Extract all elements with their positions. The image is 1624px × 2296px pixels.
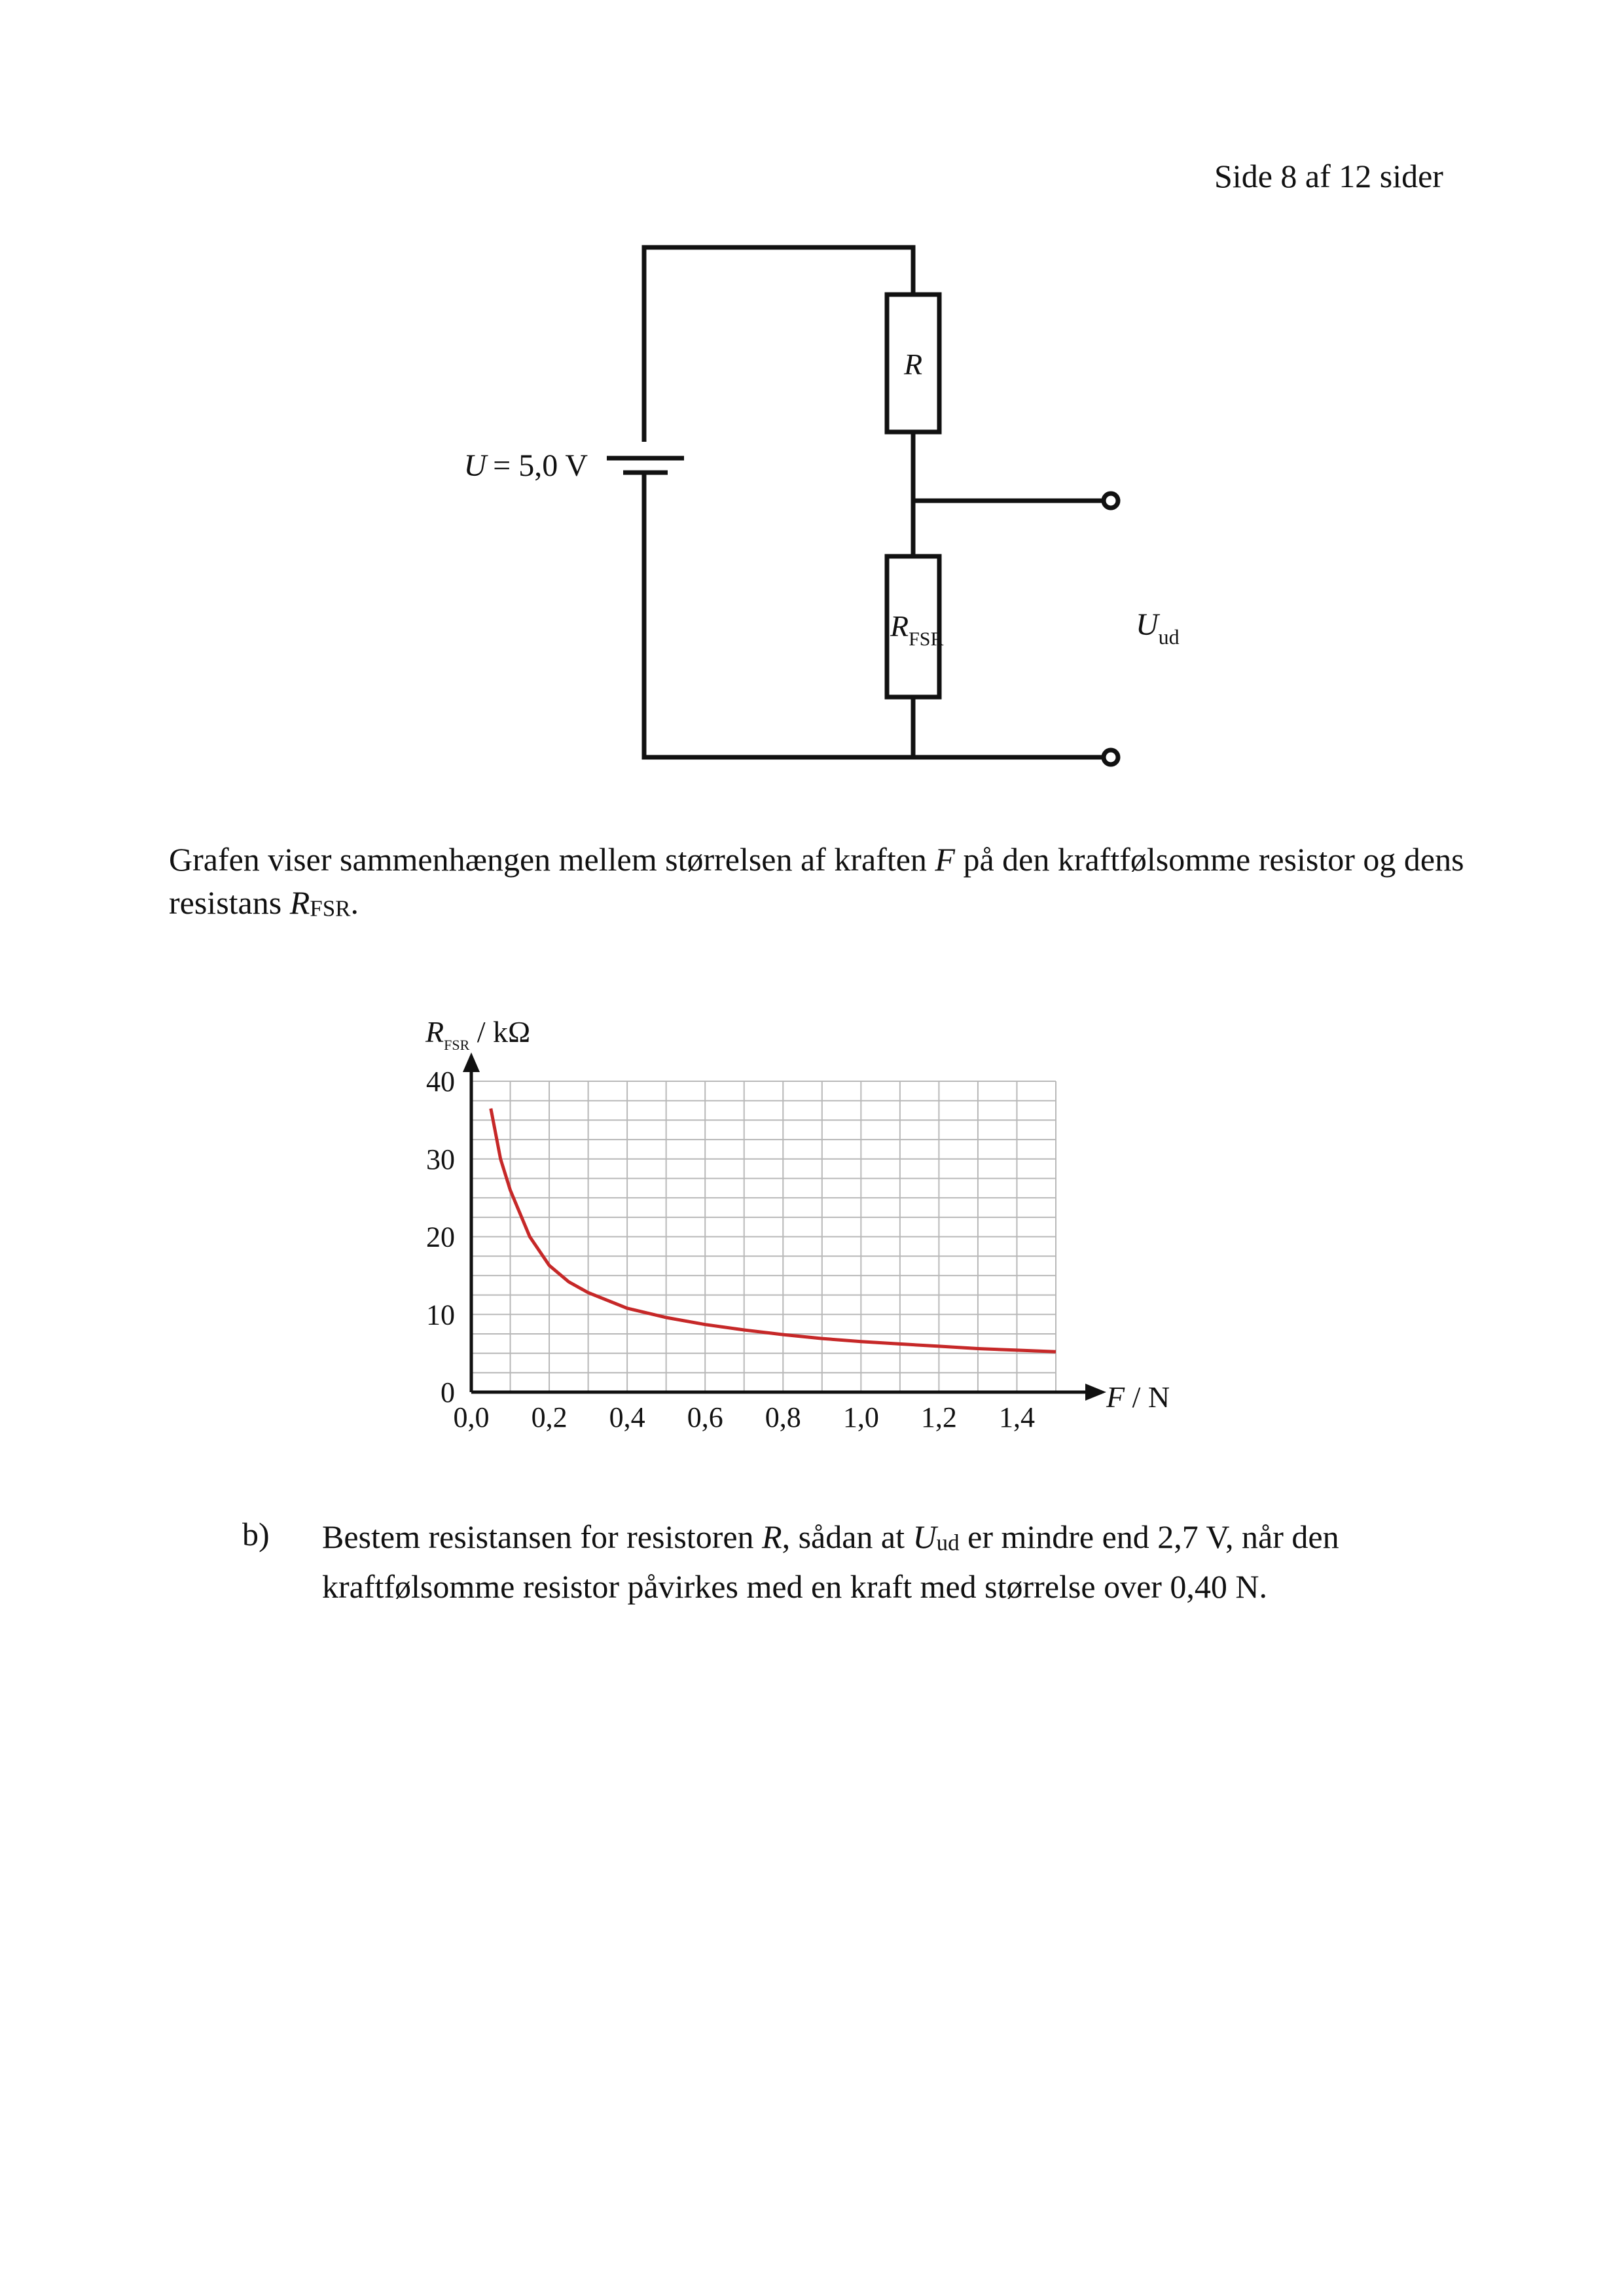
x-tick-label: 1,0	[842, 1401, 879, 1433]
resistor-r-label: R	[903, 348, 923, 381]
x-tick-label: 0,6	[687, 1401, 723, 1433]
x-tick-label: 0,4	[609, 1401, 645, 1433]
y-tick-label: 40	[426, 1066, 455, 1098]
output-voltage-label: $U_{ud}$	[1136, 607, 1180, 649]
wire-bottom	[644, 471, 913, 757]
resistor-fsr-label: $R_{FSR}$	[890, 609, 944, 650]
voltage-label: U = 5,0 V	[463, 448, 588, 483]
chart-grid	[471, 1081, 1056, 1392]
wire-top	[644, 247, 913, 442]
x-tick-label: 1,2	[920, 1401, 957, 1433]
resistance-force-chart	[393, 995, 1244, 1466]
y-tick-label: 0	[441, 1376, 455, 1408]
series-line-rfsr	[491, 1109, 1056, 1352]
terminal-top	[1104, 493, 1118, 508]
y-tick-label: 20	[426, 1221, 455, 1253]
y-tick-label: 10	[426, 1299, 455, 1331]
x-tick-label: 0,0	[453, 1401, 490, 1433]
y-axis-label: $R_{FSR}$ / kΩ	[425, 1015, 531, 1053]
intro-paragraph: Grafen viser sammenhængen mellem størrelsen af kraften F på den kraftfølsomme resistor og dens resistans RFSR.	[169, 841, 1464, 922]
x-axis-label: F / N	[1106, 1380, 1170, 1414]
question-text: Bestem resistansen for resistoren R, sådan at Uud er mindre end 2,7 V, når den kraftfølsomme resistor påvirkes med en kraft med størrelse over 0,40 N.	[322, 1518, 1339, 1605]
page-number: Side 8 af 12 sider	[1214, 158, 1443, 194]
circuit-diagram	[425, 229, 1244, 785]
x-tick-label: 0,2	[531, 1401, 568, 1433]
question-label: b)	[242, 1516, 270, 1552]
y-axis-arrow	[463, 1052, 480, 1072]
x-axis-arrow	[1085, 1384, 1106, 1401]
terminal-bottom	[1104, 750, 1118, 764]
x-tick-label: 0,8	[765, 1401, 801, 1433]
x-tick-label: 1,4	[998, 1401, 1035, 1433]
y-tick-label: 30	[426, 1143, 455, 1175]
